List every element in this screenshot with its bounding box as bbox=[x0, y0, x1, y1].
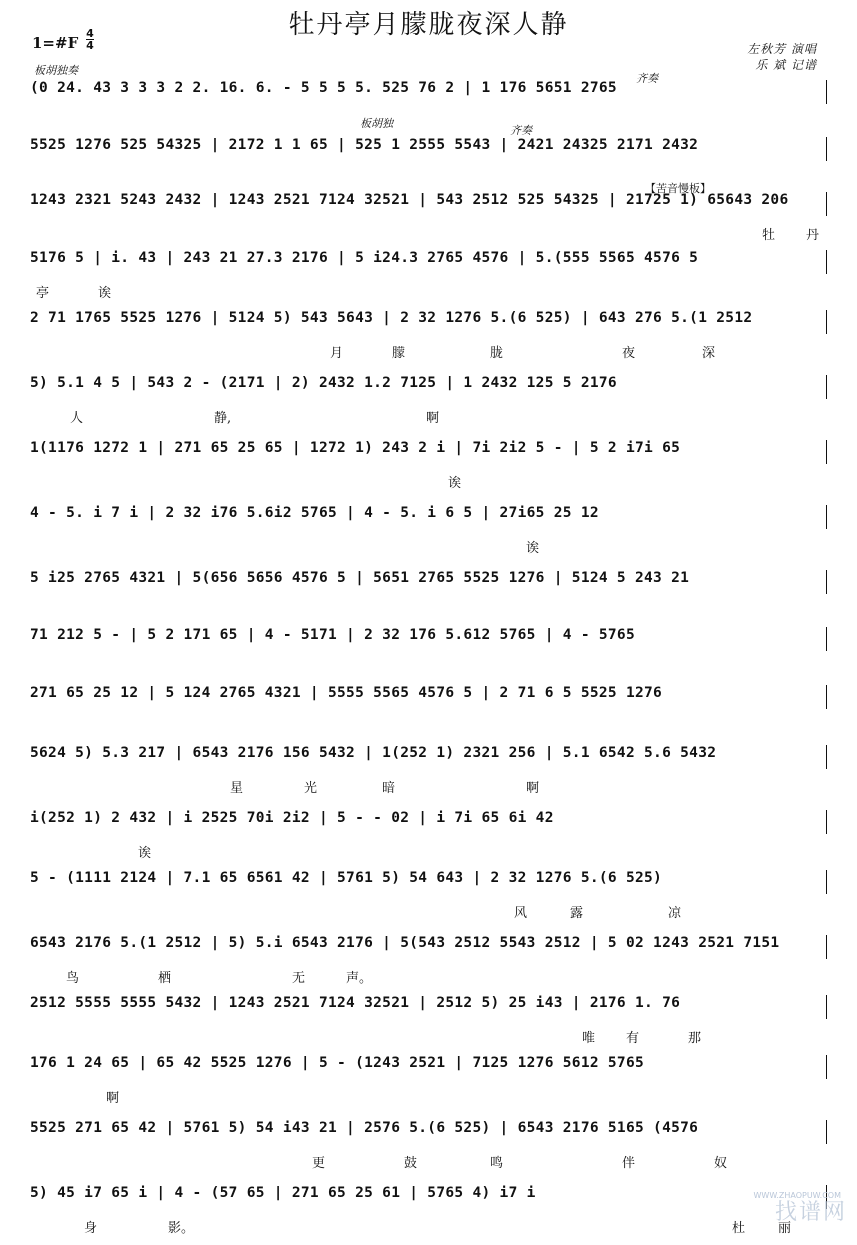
row-end-barline bbox=[826, 570, 827, 594]
page-title: 牡丹亭月朦胧夜深人静 bbox=[288, 10, 569, 40]
lyric-syllable: 那 bbox=[688, 1031, 702, 1046]
row-end-barline bbox=[826, 995, 827, 1019]
lyric-syllable: 凉 bbox=[668, 906, 682, 921]
lyric-syllable: 啊 bbox=[106, 1091, 120, 1106]
jianpu-notes: 2512 5555 5555 5432 | 1243 2521 7124 32521 | 2512 5) 25 i43 | 2176 1. 76 bbox=[30, 995, 681, 1011]
lyric-syllable: 声。 bbox=[346, 971, 373, 986]
key-signature: 1=#F bbox=[32, 34, 79, 52]
row-end-barline bbox=[826, 810, 827, 834]
staff-row bbox=[0, 1185, 857, 1245]
staff-row bbox=[0, 440, 857, 500]
staff-row bbox=[0, 505, 857, 565]
watermark: 找谱网 bbox=[774, 1200, 847, 1225]
time-signature-bottom: 4 bbox=[86, 39, 94, 52]
jianpu-notes: 5525 271 65 42 | 5761 5) 54 i43 21 | 2576 5.(6 525) | 6543 2176 5165 (4576 bbox=[30, 1120, 699, 1136]
jianpu-notes: 2 71 1765 5525 1276 | 5124 5) 543 5643 | 2 32 1276 5.(6 525) | 643 276 5.(1 2512 bbox=[30, 310, 753, 326]
lyric-syllable: 亭 bbox=[36, 286, 50, 301]
row-end-barline bbox=[826, 375, 827, 399]
staff-row bbox=[0, 80, 857, 140]
watermark-url: WWW.ZHAOPUW.COM bbox=[753, 1191, 841, 1200]
row-end-barline bbox=[826, 80, 827, 104]
jianpu-notes: 176 1 24 65 | 65 42 5525 1276 | 5 - (1243 2521 | 7125 1276 5612 5765 bbox=[30, 1055, 645, 1071]
row-end-barline bbox=[826, 1055, 827, 1079]
lyric-syllable: 身 bbox=[84, 1221, 98, 1236]
credit-singer: 左秋芳 演唱 bbox=[747, 42, 817, 56]
lyric-syllable: 月 bbox=[330, 346, 344, 361]
staff-row bbox=[0, 1055, 857, 1115]
staff-row bbox=[0, 375, 857, 435]
staff-row bbox=[0, 935, 857, 995]
staff-row bbox=[0, 1120, 857, 1180]
staff-row bbox=[0, 685, 857, 745]
annotation-tutti-2: 齐奏 bbox=[510, 124, 532, 137]
staff-row bbox=[0, 995, 857, 1055]
jianpu-notes: 5525 1276 525 54325 | 2172 1 1 65 | 525 1 2555 5543 | 2421 24325 2171 2432 bbox=[30, 137, 699, 153]
jianpu-notes: 271 65 25 12 | 5 124 2765 4321 | 5555 5565 4576 5 | 2 71 6 5 5525 1276 bbox=[30, 685, 663, 701]
lyric-syllable: 啊 bbox=[426, 411, 440, 426]
credit-transcriber: 乐 斌 记谱 bbox=[755, 58, 817, 72]
lyric-syllable: 啊 bbox=[526, 781, 540, 796]
lyric-syllable: 丽 bbox=[778, 1221, 792, 1236]
section-marker: 【苦音慢板】 bbox=[645, 182, 711, 195]
lyric-syllable: 夜 bbox=[622, 346, 636, 361]
lyric-syllable: 杜 bbox=[732, 1221, 746, 1236]
staff-row bbox=[0, 250, 857, 310]
row-end-barline bbox=[826, 1120, 827, 1144]
lyric-syllable: 人 bbox=[70, 411, 84, 426]
lyric-syllable: 奴 bbox=[714, 1156, 728, 1171]
lyric-syllable: 诶 bbox=[526, 541, 540, 556]
jianpu-notes: 71 212 5 - | 5 2 171 65 | 4 - 5171 | 2 32 176 5.612 5765 | 4 - 5765 bbox=[30, 627, 635, 643]
lyric-syllable: 静, bbox=[214, 411, 232, 426]
row-end-barline bbox=[826, 935, 827, 959]
row-end-barline bbox=[826, 870, 827, 894]
lyric-syllable: 风 bbox=[514, 906, 528, 921]
jianpu-notes: 1243 2321 5243 2432 | 1243 2521 7124 32521 | 543 2512 525 54325 | 21725 1) 65643 206 bbox=[30, 192, 789, 208]
lyric-syllable: 鸟 bbox=[66, 971, 80, 986]
lyric-syllable: 暗 bbox=[382, 781, 396, 796]
lyric-syllable: 栖 bbox=[158, 971, 172, 986]
row-end-barline bbox=[826, 685, 827, 709]
staff-row bbox=[0, 870, 857, 930]
jianpu-notes: 5) 5.1 4 5 | 543 2 - (2171 | 2) 2432 1.2 7125 | 1 2432 125 5 2176 bbox=[30, 375, 617, 391]
time-signature-top: 4 bbox=[86, 27, 94, 40]
annotation-solo-2: 板胡独 bbox=[360, 117, 393, 130]
lyric-syllable: 鸣 bbox=[490, 1156, 504, 1171]
staff-row bbox=[0, 745, 857, 805]
row-end-barline bbox=[826, 440, 827, 464]
annotation-tutti-1: 齐奏 bbox=[636, 72, 658, 85]
jianpu-notes: 5) 45 i7 65 i | 4 - (57 65 | 271 65 25 61 | 5765 4) i7 i bbox=[30, 1185, 536, 1201]
lyric-syllable: 朦 bbox=[392, 346, 406, 361]
jianpu-notes: 5176 5 | i. 43 | 243 21 27.3 2176 | 5 i24.3 2765 4576 | 5.(555 5565 4576 5 bbox=[30, 250, 699, 266]
lyric-syllable: 胧 bbox=[490, 346, 504, 361]
jianpu-notes: (0 24. 43 3 3 3 2 2. 16. 6. - 5 5 5 5. 525 76 2 | 1 176 5651 2765 bbox=[30, 80, 617, 96]
lyric-syllable: 诶 bbox=[448, 476, 462, 491]
lyric-syllable: 星 bbox=[230, 781, 244, 796]
staff-row bbox=[0, 137, 857, 197]
lyric-syllable: 光 bbox=[304, 781, 318, 796]
annotation-intro: 板胡独奏 bbox=[34, 64, 78, 77]
lyric-syllable: 诶 bbox=[138, 846, 152, 861]
staff-row bbox=[0, 570, 857, 630]
lyric-syllable: 伴 bbox=[622, 1156, 636, 1171]
jianpu-notes: 5624 5) 5.3 217 | 6543 2176 156 5432 | 1(252 1) 2321 256 | 5.1 6542 5.6 5432 bbox=[30, 745, 717, 761]
row-end-barline bbox=[826, 137, 827, 161]
row-end-barline bbox=[826, 192, 827, 216]
lyric-syllable: 丹 bbox=[806, 228, 820, 243]
staff-row bbox=[0, 810, 857, 870]
jianpu-notes: i(252 1) 2 432 | i 2525 70i 2i2 | 5 - - 02 | i 7i 65 6i 42 bbox=[30, 810, 554, 826]
staff-row bbox=[0, 192, 857, 252]
lyric-syllable: 深 bbox=[702, 346, 716, 361]
row-end-barline bbox=[826, 745, 827, 769]
jianpu-notes: 4 - 5. i 7 i | 2 32 i76 5.6i2 5765 | 4 - 5. i 6 5 | 27i65 25 12 bbox=[30, 505, 599, 521]
lyric-syllable: 唯 bbox=[582, 1031, 596, 1046]
lyric-syllable: 牡 bbox=[762, 228, 776, 243]
row-end-barline bbox=[826, 505, 827, 529]
jianpu-notes: 5 i25 2765 4321 | 5(656 5656 4576 5 | 5651 2765 5525 1276 | 5124 5 243 21 bbox=[30, 570, 690, 586]
staff-row bbox=[0, 310, 857, 370]
jianpu-notes: 1(1176 1272 1 | 271 65 25 65 | 1272 1) 243 2 i | 7i 2i2 5 - | 5 2 i7i 65 bbox=[30, 440, 681, 456]
row-end-barline bbox=[826, 250, 827, 274]
lyric-syllable: 鼓 bbox=[404, 1156, 418, 1171]
staff-row bbox=[0, 627, 857, 687]
row-end-barline bbox=[826, 627, 827, 651]
lyric-syllable: 无 bbox=[292, 971, 306, 986]
lyric-syllable: 有 bbox=[626, 1031, 640, 1046]
jianpu-notes: 6543 2176 5.(1 2512 | 5) 5.i 6543 2176 | 5(543 2512 5543 2512 | 5 02 1243 2521 7151 bbox=[30, 935, 780, 951]
time-signature bbox=[86, 28, 94, 51]
jianpu-notes: 5 - (1111 2124 | 7.1 65 6561 42 | 5761 5) 54 643 | 2 32 1276 5.(6 525) bbox=[30, 870, 663, 886]
lyric-syllable: 露 bbox=[570, 906, 584, 921]
lyric-syllable: 影。 bbox=[168, 1221, 195, 1236]
lyric-syllable: 诶 bbox=[98, 286, 112, 301]
lyric-syllable: 更 bbox=[312, 1156, 326, 1171]
row-end-barline bbox=[826, 310, 827, 334]
